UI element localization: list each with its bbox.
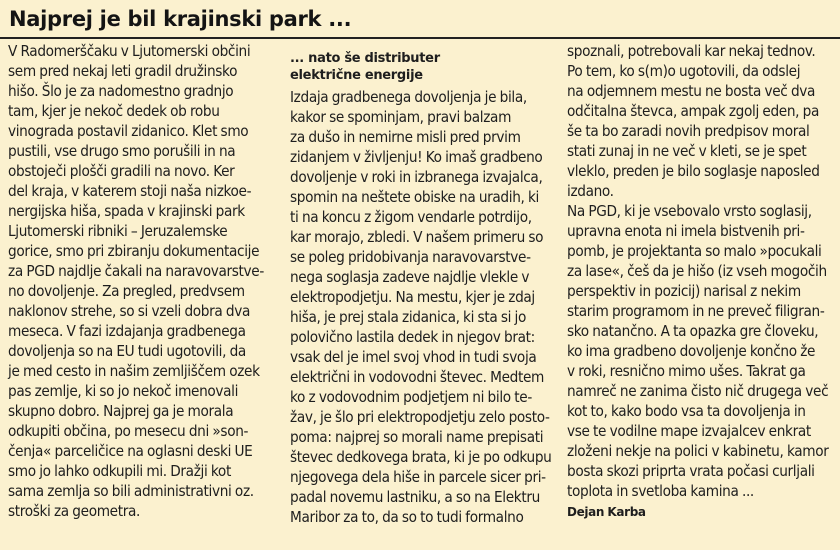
text-line: meseca. V fazi izdajanja gradbenega [8,322,246,340]
text-line: vleklo, preden je bilo soglasje naposled [567,162,820,180]
text-line: vse te vodilne mape izvajalcev enkrat [567,422,811,440]
text-line: no dovoljenje. Za pregled, predvsem [8,282,245,300]
text-line: nergijska hiša, spada v krajinski park [8,202,245,220]
text-line: je med cesto in našim zemljiščem ozek [8,362,260,380]
text-line: Po tem, ko s(m)o ugotovili, da odslej [567,62,801,80]
text-line: pustili, vse drugo smo porušili in na [8,142,236,160]
text-line: elektropodjetju. Na mestu, kjer je zdaj [290,288,535,306]
text-line: namreč ne zanima čisto nič drugega več [567,382,829,400]
text-line: stati zunaj in ne več v kleti, se je spet [567,142,807,160]
text-line: Izdaja gradbenega dovoljenja je bila, [290,88,527,106]
text-line: toplota in svetloba kamina ... [567,482,754,500]
text-line: vsak del je imel svoj vhod in tudi svoja [290,348,537,366]
text-line: ko z vodovodnim podjetjem ni bilo te- [290,388,532,406]
text-line: gorice, smo pri zbiranju dokumentacije [8,242,260,260]
text-line: padal novemu lastniku, a so na Elektru [290,488,540,506]
text-line: sama zemlja so bili administrativni oz. [8,482,254,500]
text-line: sko natančno. A ta opazka gre človeku, [567,322,819,340]
subheading-line: ... nato še distributer [290,51,440,66]
text-line: zloženi nekje na polici v kabinetu, kamor [567,442,829,460]
text-line: nega soglasja zadeve najdlje vlekle v [290,268,530,286]
text-line: vinograda postavil zidanico. Klet smo [8,122,249,140]
text-line: bosta skozi priprta vrata počasi curljali [567,462,815,480]
text-line: na odjemnem mestu ne bosta več dva [567,82,816,100]
text-line: kakor se spominjam, pravi balzam [290,108,512,126]
text-line: za dušo in nemirne misli pred prvim [290,128,521,146]
text-line: še ta bo zaradi novih predpisov moral [567,122,810,140]
text-line: kar morajo, zbledi. V našem primeru so [290,228,544,246]
column-2 [290,87,552,527]
text-line: električni in vodovodni števec. Medtem [290,368,545,386]
text-line: hiša, je prej stala zidanica, ki sta si jo [290,308,527,326]
text-line: pas zemlje, ki so jo nekoč imenovali [8,382,239,400]
text-line: del kraja, v katerem stoji naša nizkoe- [8,182,252,200]
text-line: starim programom in ne preveč filigran- [567,302,825,320]
text-line: ti na koncu z žigom vendarle potrdijo, [290,208,532,226]
text-line: njegovega dela hiše in parcele sicer pri- [290,468,546,486]
text-line: polovično lastila dedek in njegov brat: [290,328,535,346]
text-line: hišo. Šlo je za nadomestno gradnjo [8,82,234,100]
text-line: spoznali, potrebovali kar nekaj tednov. [567,42,816,60]
text-line: V Radomerščaku v Ljutomerski občini [8,42,251,60]
text-line: upravna enota ni imela bistvenih pri- [567,222,805,240]
text-line: tam, kjer je nekoč dedek ob robu [8,102,220,120]
text-line: žav, je šlo pri elektropodjetju zelo posto- [290,408,550,426]
text-line: naklonov strehe, so si vzeli dobra dva [8,302,250,320]
subheading-line: električne energije [290,68,423,83]
text-line: dovoljenje v roki in izbranega izvajalca, [290,168,543,186]
text-line: čenja« parceličice na oglasni deski UE [8,442,253,460]
text-line: dovoljenja so na EU tudi ugotovili, da [8,342,246,360]
text-line: za lase«, češ da je hišo (iz vseh mogočih [567,262,827,280]
text-line: odkupiti občina, po mesecu dni »son- [8,422,249,440]
text-line: ko ima gradbeno dovoljenje končno že [567,342,816,360]
text-line: pomb, je projektanta so malo »pocukali [567,242,822,260]
text-line: števec dedkovega brata, ki je po odkupu [290,448,552,466]
text-line: zidanjem v življenju! Ko imaš gradbeno [290,148,543,166]
text-line: kot to, kako bodo vsa ta dovoljenja in [567,402,806,420]
text-line: poma: najprej so morali name prepisati [290,428,544,446]
title-divider [0,37,840,39]
text-line: smo jo lahko odkupili mi. Dražji kot [8,462,231,480]
text-line: skupno dobro. Najprej ga je morala [8,402,234,420]
article-title: Najprej je bil krajinski park ... [9,7,352,31]
subheading [290,50,552,84]
text-line: perspektiv in pozicij) narisal z nekim [567,282,801,300]
text-line: Maribor za to, da so to tudi formalno [290,508,524,526]
text-line: za PGD najdlje čakali na naravovarstve- [8,262,264,280]
text-line: odčitalna števca, ampak zgolj eden, pa [567,102,819,120]
text-line: Ljutomerski ribniki – Jeruzalemske [8,222,228,240]
text-line: sem pred nekaj leti gradil družinsko [8,62,238,80]
text-line: v roki, resnično mimo ušes. Takrat ga [567,362,806,380]
text-line: izdano. [567,182,614,200]
text-line: stroški za geometra. [8,502,141,520]
column-1 [8,41,270,521]
text-line: se poleg pridobivanja naravovarstve- [290,248,531,266]
column-3 [567,41,832,521]
text-line: spomin na neštete obiske na uradih, ki [290,188,539,206]
text-line: obstoječi plošči gradili na novo. Ker [8,162,235,180]
text-line: Na PGD, ki je vsebovalo vrsto soglasij, [567,202,812,220]
author-name: Dejan Karba [567,505,646,519]
